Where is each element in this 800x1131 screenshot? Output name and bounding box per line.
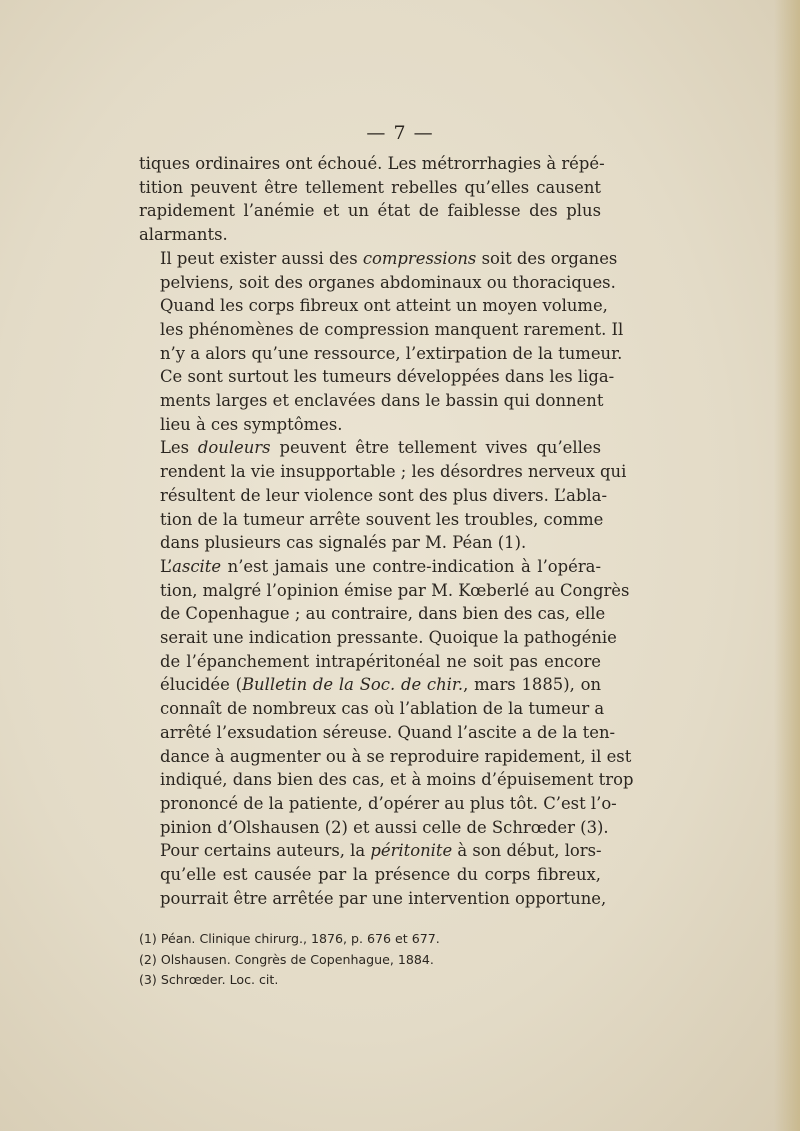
footnote: (3) Schrœder. Loc. cit. [139,972,279,987]
text-line [139,389,604,413]
paragraph [139,247,624,437]
text-run: pinion d’Olshausen (2) et aussi celle de Schrœder (3). [160,817,609,837]
text-run: Pour certains auteurs, la [160,841,371,861]
text-line [139,721,616,745]
text-run: indiqué, dans bien des cas, et à moins d’épuisement trop [160,770,634,790]
text-line [139,342,623,366]
text-run: n’est jamais une contre-indication à l’opéra- [221,556,601,576]
text-run: rapidement l’anémie et un état de faiblesse des plus [139,201,601,221]
text-line [139,602,606,626]
text-run: L’ [160,556,173,576]
text-run: prononcé de la patiente, d’opérer au plus tôt. C’est l’o- [160,793,617,813]
text-run: qu’elle est causée par la présence du corps fibreux, [160,865,601,885]
footnotes [139,929,609,991]
text-run: , mars 1885), on [463,675,601,695]
text-line [139,650,601,674]
text-line [139,294,608,318]
italic-term: péritonite [370,841,453,861]
text-line [139,626,617,650]
paragraph [139,839,607,910]
text-line [139,508,604,532]
text-run: à son début, lors- [452,841,602,861]
text-line [139,152,605,176]
text-line [139,436,601,460]
text-run: résultent de leur violence sont des plus divers. L’abla- [160,485,607,505]
paragraph [139,436,627,555]
text-line [139,745,632,769]
text-line [139,413,601,437]
text-line [139,673,601,697]
text-run: connaît de nombreux cas où l’ablation de la tumeur a [160,699,605,719]
text-line [139,484,607,508]
footnote: (2) Olshausen. Congrès de Copenhague, 1884. [139,951,434,967]
text-run: de l’épanchement intrapéritonéal ne soit pas encore [160,651,601,671]
text-run: tiques ordinaires ont échoué. Les métrorrhagies à répé- [139,154,605,173]
text-line [139,318,624,342]
text-run: tion de la tumeur arrête souvent les troubles, comme [160,509,604,529]
paragraph [139,152,605,247]
text-line [139,223,601,247]
text-line [139,697,605,721]
text-run: les phénomènes de compression manquent rarement. Il [160,319,624,339]
page-number: — 7 — [366,122,434,144]
footnote: (1) Péan. Clinique chirurg., 1876, p. 676 et 677. [139,931,440,946]
text-run: de Copenhague ; au contraire, dans bien des cas, elle [160,604,606,624]
text-run: tion, malgré l’opinion émise par M. Kœberlé au Congrès [160,580,630,600]
page-edge-shadow [774,0,800,1131]
text-line [139,579,630,603]
text-run: arrêté l’exsudation séreuse. Quand l’ascite a de la ten- [160,722,616,742]
text-line [139,887,607,911]
text-line [139,176,601,200]
text-run: alarmants. [139,225,228,245]
main-text [139,152,634,911]
italic-term: compressions [362,248,477,268]
text-run: dance à augmenter ou à se reproduire rapidement, il est [160,746,632,766]
text-run: ments larges et enclavées dans le bassin qui donnent [160,391,604,411]
text-run: Quand les corps fibreux ont atteint un moyen volume, [160,296,608,316]
italic-term: douleurs [197,438,271,458]
text-run: Il peut exister aussi des [160,248,363,268]
text-line [139,531,601,555]
text-line [139,816,609,840]
text-line [139,460,627,484]
italic-term: Bulletin de la Soc. de chir. [241,675,464,695]
text-run: n’y a alors qu’une ressource, l’extirpation de la tumeur. [160,343,623,363]
text-line [139,199,601,223]
text-run: dans plusieurs cas signalés par M. Péan (1). [160,533,527,553]
text-line [139,555,601,579]
text-run: peuvent être tellement vives qu’elles [270,438,601,458]
text-line [139,271,616,295]
text-line [139,792,617,816]
text-run: pelviens, soit des organes abdominaux ou thoraciques. [160,272,616,292]
text-line [139,863,601,887]
italic-term: ascite [172,556,222,576]
text-run: élucidée ( [160,675,242,695]
text-run: serait une indication pressante. Quoique la pathogénie [160,628,617,648]
text-run: rendent la vie insupportable ; les désordres nerveux qui [160,462,627,482]
paragraph [139,555,634,839]
text-line [139,365,615,389]
text-run: Ce sont surtout les tumeurs développées dans les liga- [160,367,615,387]
text-run: tition peuvent être tellement rebelles qu’elles causent [139,177,601,197]
text-run: Les [160,438,198,458]
text-run: lieu à ces symptômes. [160,414,343,434]
text-line [139,839,601,863]
text-run: soit des organes [476,248,618,268]
text-line [139,247,618,271]
text-run: pourrait être arrêtée par une intervention opportune, [160,888,607,908]
text-line [139,768,634,792]
